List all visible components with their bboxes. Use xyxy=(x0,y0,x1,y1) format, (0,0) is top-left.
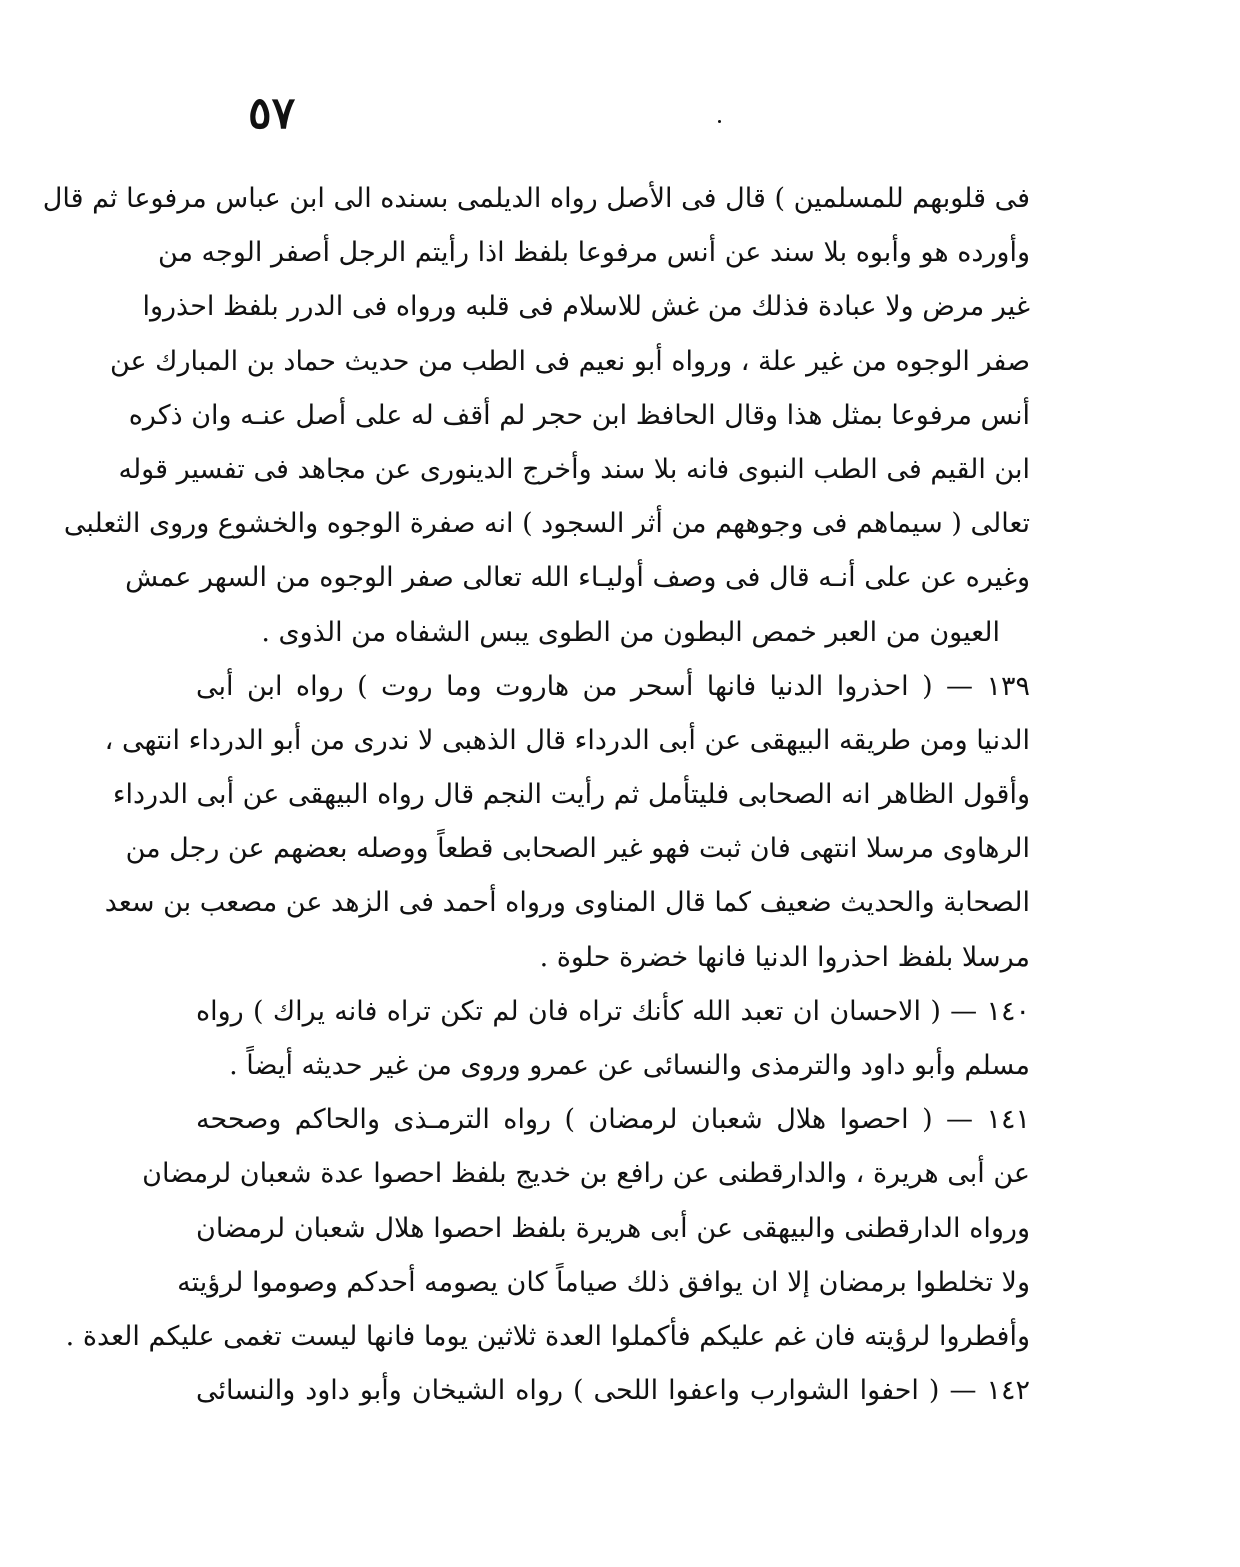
entry-140-heading: ١٤٠ — ( الاحسان ان تعبد الله كأنك تراه فان لم تكن تراه فانه يراك ) رواه xyxy=(196,995,1030,1027)
text-line: الرهاوى مرسلا انتهى فان ثبت فهو غير الصحابى قطعاً ووصله بعضهم عن رجل من xyxy=(125,833,1030,865)
text-line: ابن القيم فى الطب النبوى فانه بلا سند وأخرج الدينورى عن مجاهد فى تفسير قوله xyxy=(118,453,1030,485)
print-speck xyxy=(718,120,721,123)
text-line: صفر الوجوه من غير علة ، ورواه أبو نعيم فى الطب من حديث حماد بن المبارك عن xyxy=(109,345,1030,377)
text-line: الصحابة والحديث ضعيف كما قال المناوى ورواه أحمد فى الزهد عن مصعب بن سعد xyxy=(104,887,1030,919)
text-line: الدنيا ومن طريقه البيهقى عن أبى الدرداء قال الذهبى لا ندرى من أبو الدرداء انتهى ، xyxy=(104,724,1030,756)
text-line: ورواه الدارقطنى والبيهقى عن أبى هريرة بلفظ احصوا هلال شعبان لرمضان xyxy=(196,1212,1030,1244)
text-line: مرسلا بلفظ احذروا الدنيا فانها خضرة حلوة . xyxy=(539,941,1030,973)
text-line: العيون من العبر خمص البطون من الطوى يبس الشفاه من الذوى . xyxy=(261,616,1000,648)
text-line: تعالى ( سيماهم فى وجوههم من أثر السجود ) انه صفرة الوجوه والخشوع وروى الثعلبى xyxy=(63,508,1030,540)
text-line: وأقول الظاهر انه الصحابى فليتأمل ثم رأيت النجم قال رواه البيهقى عن أبى الدرداء xyxy=(112,779,1030,811)
text-line: وأورده هو وأبوه بلا سند عن أنس مرفوعا بلفظ اذا رأيتم الرجل أصفر الوجه من xyxy=(157,237,1030,269)
text-line: غير مرض ولا عبادة فذلك من غش للاسلام فى قلبه ورواه فى الدرر بلفظ احذروا xyxy=(142,291,1030,323)
page-number: ٥٧ xyxy=(248,88,296,139)
text-line: أنس مرفوعا بمثل هذا وقال الحافظ ابن حجر لم أقف له على أصل عنـه وان ذكره xyxy=(128,399,1030,431)
text-line: فى قلوبهم للمسلمين ) قال فى الأصل رواه الديلمى بسنده الى ابن عباس مرفوعا ثم قال xyxy=(42,183,1030,214)
page-text xyxy=(42,172,1030,1418)
entry-139-heading: ١٣٩ — ( احذروا الدنيا فانها أسحر من هاروت وما روت ) رواه ابن أبى xyxy=(196,670,1030,702)
text-line: وأفطروا لرؤيته فان غم عليكم فأكملوا العدة ثلاثين يوما فانها ليست تغمى عليكم العدة . xyxy=(65,1320,1030,1352)
text-line: عن أبى هريرة ، والدارقطنى عن رافع بن خديج بلفظ احصوا عدة شعبان لرمضان xyxy=(142,1158,1030,1190)
text-line: وغيره عن على أنـه قال فى وصف أوليـاء الله تعالى صفر الوجوه من السهر عمش xyxy=(125,562,1030,594)
entry-141-heading: ١٤١ — ( احصوا هلال شعبان لرمضان ) رواه الترمـذى والحاكم وصححه xyxy=(196,1104,1030,1136)
entry-142-heading: ١٤٢ — ( احفوا الشوارب واعفوا اللحى ) رواه الشيخان وأبو داود والنسائى xyxy=(196,1375,1030,1407)
text-line: ولا تخلطوا برمضان إلا ان يوافق ذلك صياماً كان يصومه أحدكم وصوموا لرؤيته xyxy=(177,1266,1030,1298)
text-line: مسلم وأبو داود والترمذى والنسائى عن عمرو وروى من غير حديثه أيضاً . xyxy=(229,1050,1030,1081)
